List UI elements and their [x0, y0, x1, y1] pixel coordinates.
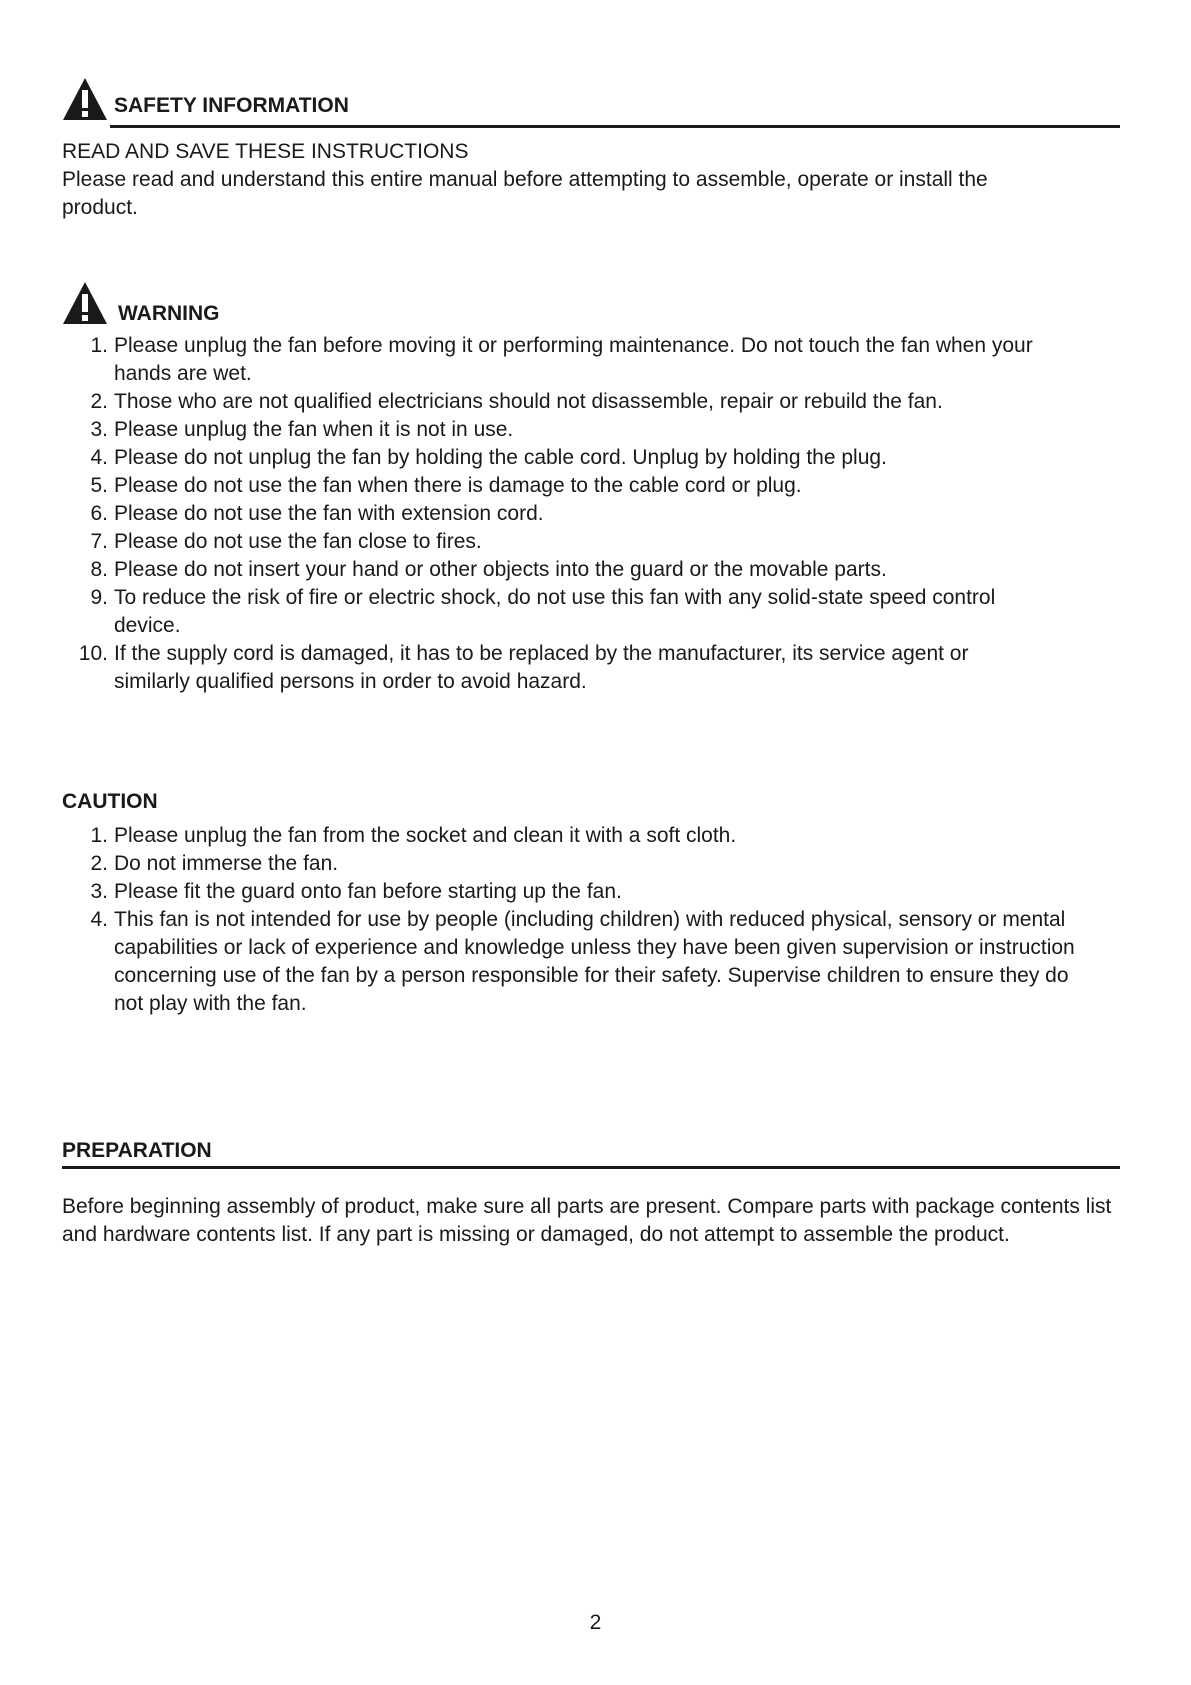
item-number: 5. — [90, 474, 108, 497]
caution-section — [62, 790, 1120, 1018]
warning-heading-row — [62, 280, 1120, 326]
list-item — [62, 388, 1042, 416]
list-item — [62, 556, 1042, 584]
item-number: 2. — [90, 390, 108, 413]
item-number: 9. — [90, 586, 108, 609]
safety-divider — [110, 125, 1120, 128]
page-number: 2 — [589, 1611, 602, 1634]
list-item — [62, 640, 1042, 696]
item-text: Please do not unplug the fan by holding the cable cord. Unplug by holding the plug. — [114, 446, 887, 469]
item-text: If the supply cord is damaged, it has to be replaced by the manufacturer, its service agent or similarly qualified persons in order to avoid hazard. — [114, 642, 969, 693]
item-number: 4. — [90, 908, 108, 931]
preparation-section — [62, 1139, 1120, 1249]
list-item — [62, 850, 1092, 878]
item-number: 7. — [90, 530, 108, 553]
item-number: 2. — [90, 852, 108, 875]
item-text: Those who are not qualified electricians should not disassemble, repair or rebuild the fan. — [114, 390, 943, 413]
caution-list — [62, 822, 1092, 1018]
list-item — [62, 584, 1042, 640]
item-number: 8. — [90, 558, 108, 581]
preparation-title: PREPARATION — [62, 1139, 212, 1162]
item-number: 3. — [90, 880, 108, 903]
item-text: Please do not use the fan with extension cord. — [114, 502, 544, 525]
warning-triangle-icon — [62, 280, 108, 326]
item-text: Please do not use the fan when there is damage to the cable cord or plug. — [114, 474, 802, 497]
safety-heading-row — [62, 76, 1120, 122]
list-item — [62, 878, 1092, 906]
warning-list — [62, 332, 1042, 696]
safety-intro: Please read and understand this entire manual before attempting to assemble, operate or install the product. — [62, 168, 988, 219]
warning-triangle-icon — [62, 76, 108, 122]
item-text: Please do not insert your hand or other objects into the guard or the movable parts. — [114, 558, 887, 581]
preparation-divider — [62, 1166, 1120, 1169]
item-number: 1. — [90, 824, 108, 847]
warning-section — [62, 280, 1120, 696]
item-number: 4. — [90, 446, 108, 469]
safety-subtitle: READ AND SAVE THESE INSTRUCTIONS — [62, 140, 469, 163]
list-item — [62, 500, 1042, 528]
item-text: This fan is not intended for use by people (including children) with reduced physical, sensory or mental capabilities or lack of experience and knowledge unless they have been given supervision or instruction concerning use of the fan by a person responsible for their safety. Supervise children to ensure they do not play with the fan. — [114, 908, 1075, 1015]
list-item — [62, 822, 1092, 850]
preparation-text: Before beginning assembly of product, make sure all parts are present. Compare parts with package contents list and hardware contents list. If any part is missing or damaged, do not attempt to assemble the product. — [62, 1195, 1112, 1246]
item-text: Please unplug the fan from the socket and clean it with a soft cloth. — [114, 824, 737, 847]
item-number: 6. — [90, 502, 108, 525]
item-text: To reduce the risk of fire or electric shock, do not use this fan with any solid-state speed control device. — [114, 586, 996, 637]
item-number: 10. — [78, 642, 108, 665]
list-item — [62, 332, 1042, 388]
item-text: Do not immerse the fan. — [114, 852, 339, 875]
warning-title: WARNING — [118, 302, 220, 325]
list-item — [62, 416, 1042, 444]
caution-title: CAUTION — [62, 790, 158, 813]
item-number: 1. — [90, 334, 108, 357]
item-text: Please fit the guard onto fan before starting up the fan. — [114, 880, 622, 903]
safety-information-section — [62, 76, 1120, 222]
item-text: Please do not use the fan close to fires. — [114, 530, 482, 553]
item-text: Please unplug the fan when it is not in use. — [114, 418, 514, 441]
list-item — [62, 472, 1042, 500]
safety-title: SAFETY INFORMATION — [114, 94, 349, 117]
item-number: 3. — [90, 418, 108, 441]
list-item — [62, 528, 1042, 556]
list-item — [62, 906, 1092, 1018]
item-text: Please unplug the fan before moving it or performing maintenance. Do not touch the fan when your hands are wet. — [114, 334, 1033, 385]
list-item — [62, 444, 1042, 472]
